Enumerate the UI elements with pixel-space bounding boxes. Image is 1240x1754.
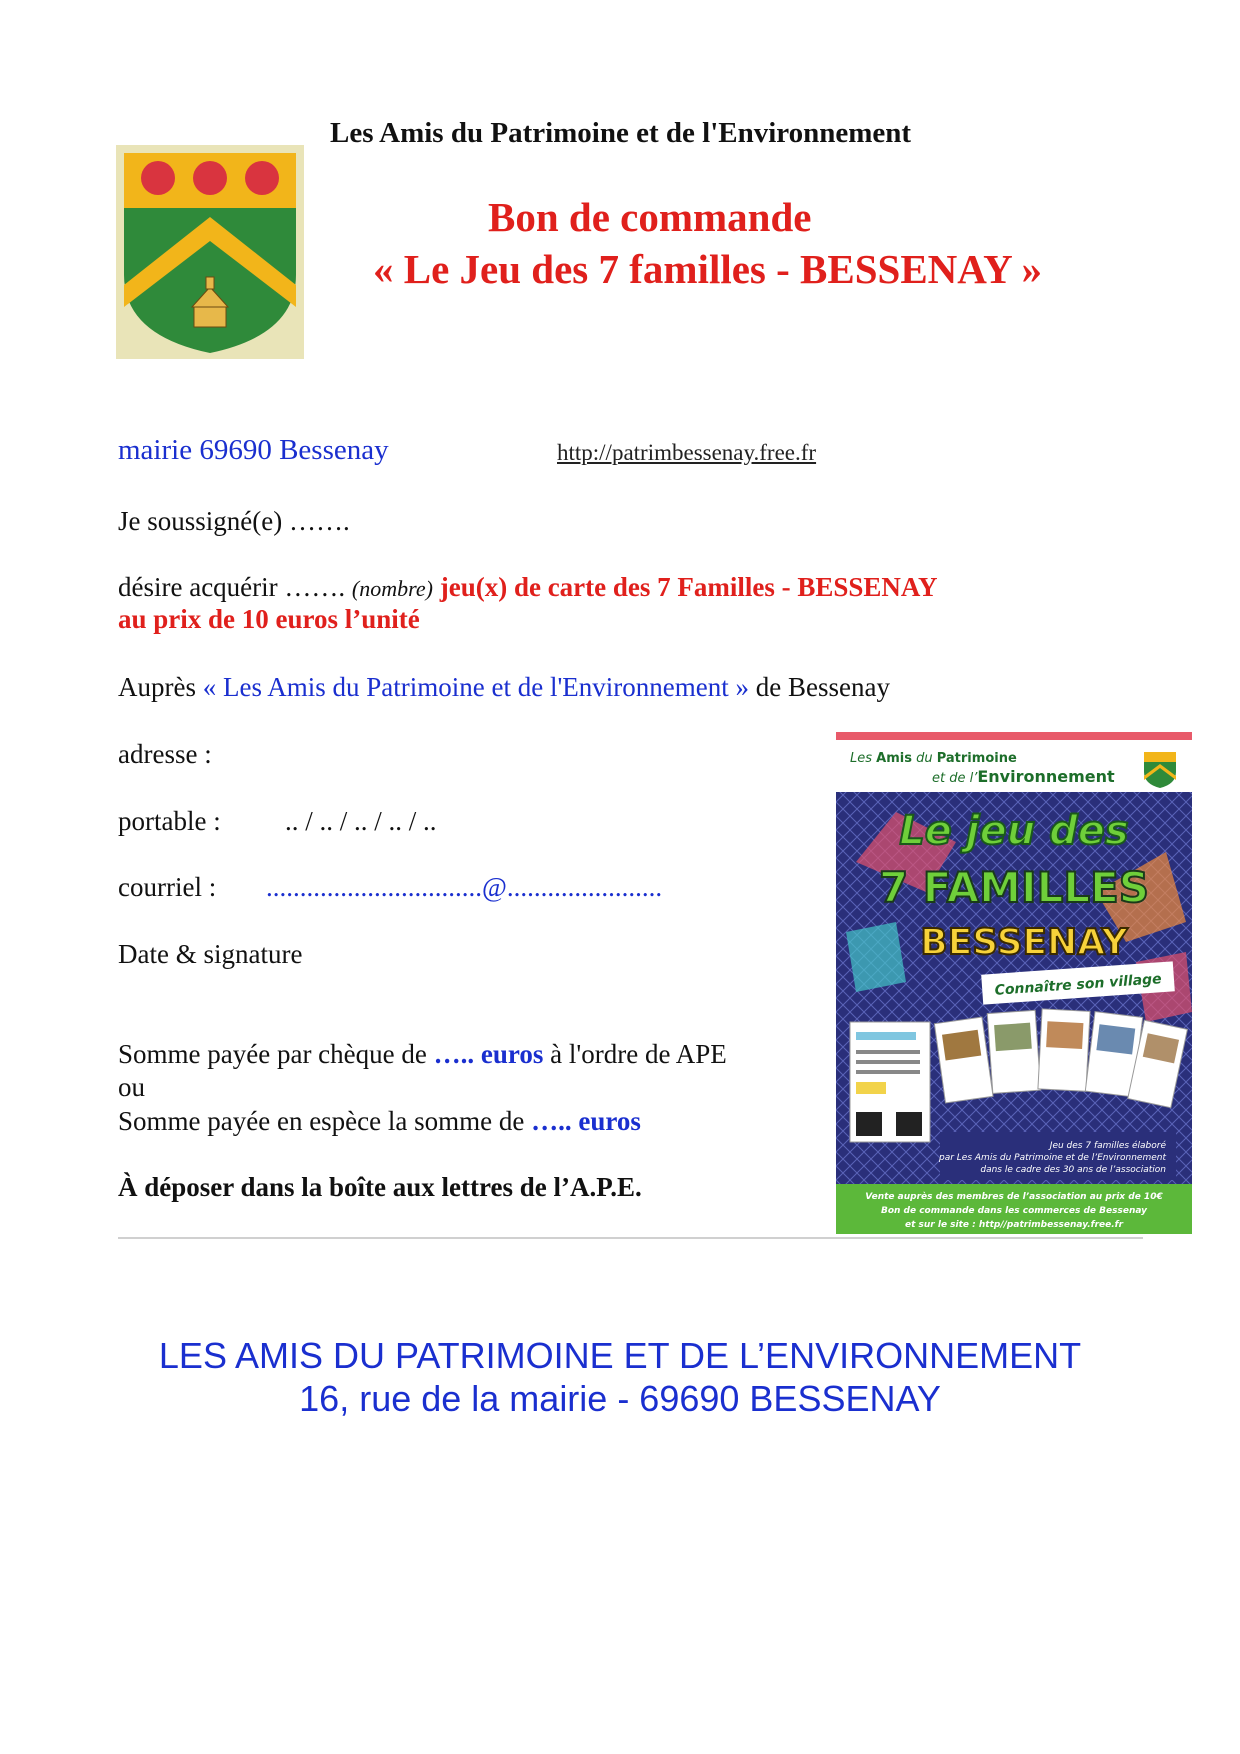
organization-header: Les Amis du Patrimoine et de l'Environnement bbox=[330, 117, 912, 149]
aupres-suffix: de Bessenay bbox=[749, 672, 890, 702]
svg-text:Les Amis du Patrimoine bbox=[850, 751, 1017, 766]
poster-org-amis: Amis bbox=[876, 751, 912, 766]
date-signature-field[interactable]: Date & signature bbox=[118, 939, 303, 969]
phone-label: portable : bbox=[118, 806, 221, 836]
cash-amount[interactable]: ….. euros bbox=[531, 1106, 641, 1136]
email-field[interactable]: ................................@....................... bbox=[266, 872, 663, 902]
poster-banner3: et sur le site : http//patrimbessenay.free.fr bbox=[904, 1220, 1124, 1230]
mairie-address: mairie 69690 Bessenay bbox=[118, 434, 389, 466]
website-link[interactable]: http://patrimbessenay.free.fr bbox=[557, 440, 817, 465]
poster-title-c: BESSENAY bbox=[920, 922, 1128, 963]
order-quantity-line bbox=[118, 572, 937, 603]
cheque-line bbox=[118, 1039, 727, 1070]
deposit-instruction: À déposer dans la boîte aux lettres de l’A.P.E. bbox=[118, 1172, 642, 1202]
product-description: jeu(x) de carte des 7 Familles - BESSENAY bbox=[432, 572, 938, 602]
nombre-hint: (nombre) bbox=[351, 576, 433, 601]
poster-tagline: Connaître son village bbox=[994, 971, 1163, 999]
poster-note1: Jeu des 7 familles élaboré bbox=[1049, 1141, 1166, 1151]
poster-title-b: 7 FAMILLES bbox=[878, 863, 1150, 912]
cash-prefix: Somme payée en espèce la somme de bbox=[118, 1106, 532, 1136]
poster-note2: par Les Amis du Patrimoine et de l’Environnement bbox=[939, 1153, 1166, 1163]
address-field[interactable]: adresse : bbox=[118, 739, 212, 769]
poster-title-a: Le jeu des bbox=[899, 808, 1129, 854]
soussigne-line: Je soussigné(e) ……. bbox=[118, 506, 350, 536]
coat-of-arms-logo bbox=[116, 145, 304, 359]
unit-price: au prix de 10 euros l’unité bbox=[118, 604, 420, 634]
cheque-amount[interactable]: ….. euros bbox=[433, 1039, 544, 1069]
poster-banner1: Vente auprès des membres de l’association au prix de 10€ bbox=[865, 1192, 1163, 1202]
aupres-organization: « Les Amis du Patrimoine et de l'Environnement » bbox=[202, 672, 750, 702]
product-title: « Le Jeu des 7 familles - BESSENAY » bbox=[373, 246, 1042, 292]
poster-org-etde: et de l’ bbox=[932, 771, 978, 786]
poster-org-environnement: Environnement bbox=[977, 767, 1115, 786]
poster-note3: dans le cadre des 30 ans de l’association bbox=[980, 1165, 1166, 1175]
aupres-prefix: Auprès bbox=[118, 672, 203, 702]
cheque-suffix: à l'ordre de APE bbox=[543, 1039, 727, 1069]
email-label: courriel : bbox=[118, 872, 217, 902]
poster-crest-icon bbox=[1144, 752, 1176, 788]
phone-field[interactable]: .. / .. / .. / .. / .. bbox=[285, 806, 437, 836]
divider bbox=[118, 1237, 1143, 1239]
cheque-prefix: Somme payée par chèque de bbox=[118, 1039, 434, 1069]
cash-line bbox=[118, 1106, 641, 1137]
game-poster-image bbox=[836, 732, 1192, 1234]
poster-banner2: Bon de commande dans les commerces de Bessenay bbox=[880, 1206, 1148, 1216]
poster-org-du: du bbox=[911, 751, 937, 766]
order-form-title: Bon de commande bbox=[488, 194, 812, 240]
or-text: ou bbox=[118, 1072, 145, 1102]
desire-prefix: désire acquérir ……. bbox=[118, 572, 352, 602]
poster-org-patrimoine: Patrimoine bbox=[936, 751, 1017, 766]
footer-organization: LES AMIS DU PATRIMOINE ET DE L’ENVIRONNEMENT bbox=[158, 1335, 1082, 1376]
poster-org-les: Les bbox=[850, 751, 877, 766]
aupres-line bbox=[118, 672, 890, 703]
footer-address: 16, rue de la mairie - 69690 BESSENAY bbox=[299, 1378, 941, 1419]
